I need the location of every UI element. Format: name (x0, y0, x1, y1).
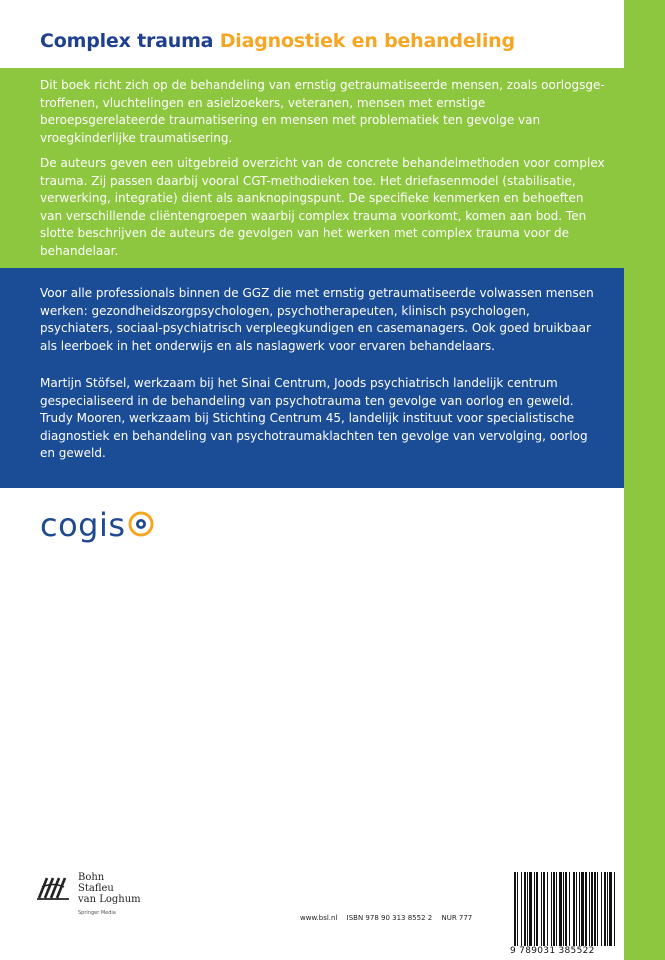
barcode-bar (543, 872, 545, 946)
barcode-bar (553, 872, 555, 946)
barcode-bar (594, 872, 596, 946)
publisher-line-3: van Loghum (78, 894, 141, 905)
description-paragraph-1: Dit boek richt zich op de behandeling van ernstig getraumatiseerde mensen, zoals oorlogsge-troffenen, vluchtelingen en asielzoekers, veteranen, mensen met ernstige beroepsgerelateerde traumatisering en mensen met problematiek ten gevolge van vroegkinderlijke traumatisering. (40, 78, 605, 145)
authors-paragraph: Martijn Stöfsel, werkzaam bij het Sinai Centrum, Joods psychiatrisch landelijk centrum gespecialiseerd in de behandeling van psychotrauma ten gevolge van oorlog en geweld. Trudy Mooren, werkzaam bij Stichting Centrum 45, landelijk instituut voor specialistische diagnostiek en behandeling van psychotraumaklachten ten gevolge van vervolging, oorlog en geweld. (40, 376, 588, 460)
barcode-bar (597, 872, 598, 946)
cogis-logo (40, 505, 154, 545)
barcode-bar (536, 872, 538, 946)
barcode-bar (569, 872, 570, 946)
barcode-bar (529, 872, 532, 946)
barcode-bar (579, 872, 580, 946)
barcode-bar (521, 872, 522, 946)
barcode-bar (556, 872, 557, 946)
barcode-bar (514, 872, 516, 946)
cogis-logo-text: cogis (40, 506, 126, 544)
publisher-sub: Springer Media (78, 910, 116, 916)
barcode-bar (517, 872, 518, 946)
publisher-line-2: Stafleu (78, 883, 114, 894)
barcode-bar (604, 872, 606, 946)
barcode-bar (601, 872, 602, 946)
bsl-emblem-icon (36, 872, 70, 902)
isbn-text: ISBN 978 90 313 8552 2 (346, 914, 433, 922)
footer-info (300, 914, 479, 922)
nur-text: NUR 777 (441, 914, 473, 922)
cogis-logo-icon (128, 511, 154, 537)
publisher-logo (36, 872, 141, 919)
description-paragraph-2: De auteurs geven een uitgebreid overzicht van de concrete behandelmethoden voor complex trauma. Zij passen daarbij vooral CGT-methodieken toe. Het driefasenmodel (stabilisatie, verwerking, integratie) dient als aanknopingspunt. De specifieke kenmerken en behoeften van verschillende cliëntengroepen waarbij complex trauma voorkomt, komen aan bod. Ten slotte beschrijven de auteurs de gevolgen van het werken met complex trauma voor de behandelaar. (40, 156, 605, 258)
barcode-bar (614, 872, 615, 946)
barcode (510, 872, 620, 952)
right-green-stripe (624, 0, 665, 960)
barcode-bar (563, 872, 564, 946)
barcode-bar (576, 872, 577, 946)
barcode-bar (589, 872, 590, 946)
barcode-bar (527, 872, 528, 946)
barcode-bar (591, 872, 593, 946)
barcode-bar (547, 872, 548, 946)
barcode-bar (551, 872, 552, 946)
barcode-bar (559, 872, 562, 946)
barcode-bar (534, 872, 535, 946)
barcode-bar (585, 872, 587, 946)
website-text: www.bsl.nl (300, 914, 338, 922)
publisher-line-1: Bohn (78, 872, 105, 883)
barcode-bar (607, 872, 608, 946)
audience-paragraph: Voor alle professionals binnen de GGZ die met ernstig getraumatiseerde volwassen mensen werken: gezondheidszorgpsychologen, psychotherapeuten, klinisch psychologen, psychiaters, sociaal-psychiatrisch verpleegkundigen en casemanagers. Ook goed bruikbaar als leerboek in het onderwijs en als naslagwerk voor ervaren behandelaars. (40, 286, 594, 353)
barcode-digits: 9 789031 385522 (510, 946, 595, 956)
barcode-bar (573, 872, 575, 946)
barcode-bar (524, 872, 526, 946)
barcode-bar (581, 872, 584, 946)
barcode-bar (541, 872, 542, 946)
title-main: Complex trauma (40, 30, 214, 52)
barcode-bars (510, 872, 620, 946)
title-subtitle: Diagnostiek en behandeling (219, 30, 515, 52)
book-title (40, 30, 515, 52)
barcode-bar (565, 872, 567, 946)
barcode-bar (609, 872, 612, 946)
